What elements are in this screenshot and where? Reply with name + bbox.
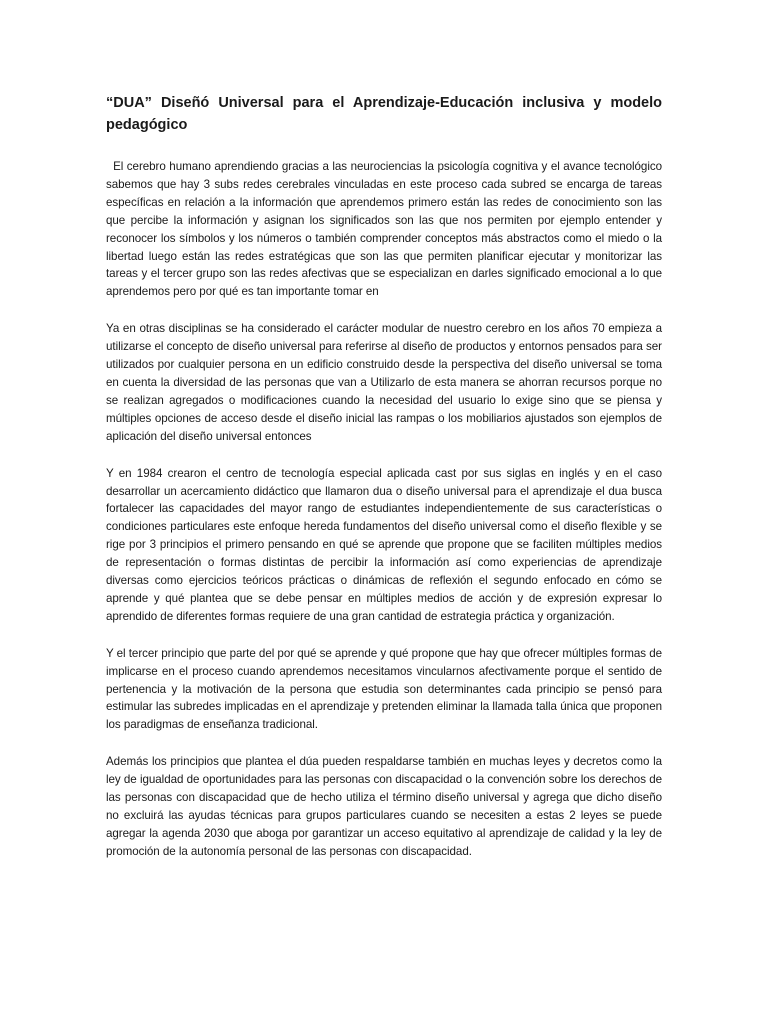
paragraph-5: Además los principios que plantea el dúa pueden respaldarse también en muchas leyes y decretos como la ley de igualdad de oportunidades para las personas con discapacidad o la convención sobre los derechos de las personas con discapacidad que de hecho utiliza el término diseño universal y agrega que dicho diseño no excluirá las ayudas técnicas para grupos particulares cuando se necesiten a estas 2 leyes se puede agregar la agenda 2030 que aboga por garantizar un acceso equitativo al aprendizaje de calidad y la ley de promoción de la autonomía personal de las personas con discapacidad. — [106, 755, 662, 858]
document-title: “DUA” Diseñó Universal para el Aprendizaje-Educación inclusiva y modelo pedagógico — [106, 95, 662, 133]
paragraph-3: Y en 1984 crearon el centro de tecnología especial aplicada cast por sus siglas en inglés y en el caso desarrollar un acercamiento didáctico que llamaron dua o diseño universal para el aprendizaje el dua busca fortalecer las capacidades del mayor rango de estudiantes independientemente de sus características o condiciones particulares este enfoque hereda fundamentos del diseño universal como el diseño flexible y se rige por 3 principios el primero pensando en qué se aprende que propone que se faciliten múltiples medios de representación o formas distintas de percibir la información así como experiencias de aprendizaje diversas como ejercicios teóricos prácticas o dinámicas de reflexión el segundo enfocado en cómo se aprende y qué plantea que se debe pensar en múltiples medios de acción y de expresión expresar lo aprendido de diferentes formas requiere de una gran cantidad de estrategia práctica y organización. — [106, 466, 662, 623]
document-page — [106, 92, 662, 880]
paragraph-1: El cerebro humano aprendiendo gracias a las neurociencias la psicología cognitiva y el avance tecnológico sabemos que hay 3 subs redes cerebrales vinculadas en este proceso cada subred se encarga de tareas específicas en relación a la información que aprendemos primero están las redes de conocimiento son las que percibe la información y asignan los significados son las que nos permiten por ejemplo entender y reconocer los símbolos y los números o también comprender conceptos más abstractos como el miedo o la libertad luego están las redes estratégicas que son las que permiten planificar ejecutar y monitorizar las tareas y el tercer grupo son las redes afectivas que se especializan en darles significado emocional a lo que aprendemos pero por qué es tan importante tomar en — [106, 160, 662, 299]
paragraph-4: Y el tercer principio que parte del por qué se aprende y qué propone que hay que ofrecer múltiples formas de implicarse en el proceso cuando aprendemos necesitamos vincularnos afectivamente porque el sentido de pertenencia y la motivación de la persona que estudia son determinantes cada principio se pensó para estimular las subredes implicadas en el aprendizaje y pretenden eliminar la llamada talla única que proponen los paradigmas de enseñanza tradicional. — [106, 646, 662, 732]
paragraph-2: Ya en otras disciplinas se ha considerado el carácter modular de nuestro cerebro en los años 70 empieza a utilizarse el concepto de diseño universal para referirse al diseño de productos y entornos pensados para ser utilizados por cualquier persona en un edificio construido desde la perspectiva del diseño universal se toma en cuenta la diversidad de las personas que van a Utilizarlo de esta manera se ahorran recursos porque no se realizan agregados o modificaciones cuando la necesidad del usuario lo exige sino que se piensa y múltiples opciones de acceso desde el diseño inicial las rampas o los mobiliarios ajustados son ejemplos de aplicación del diseño universal entonces — [106, 322, 662, 443]
